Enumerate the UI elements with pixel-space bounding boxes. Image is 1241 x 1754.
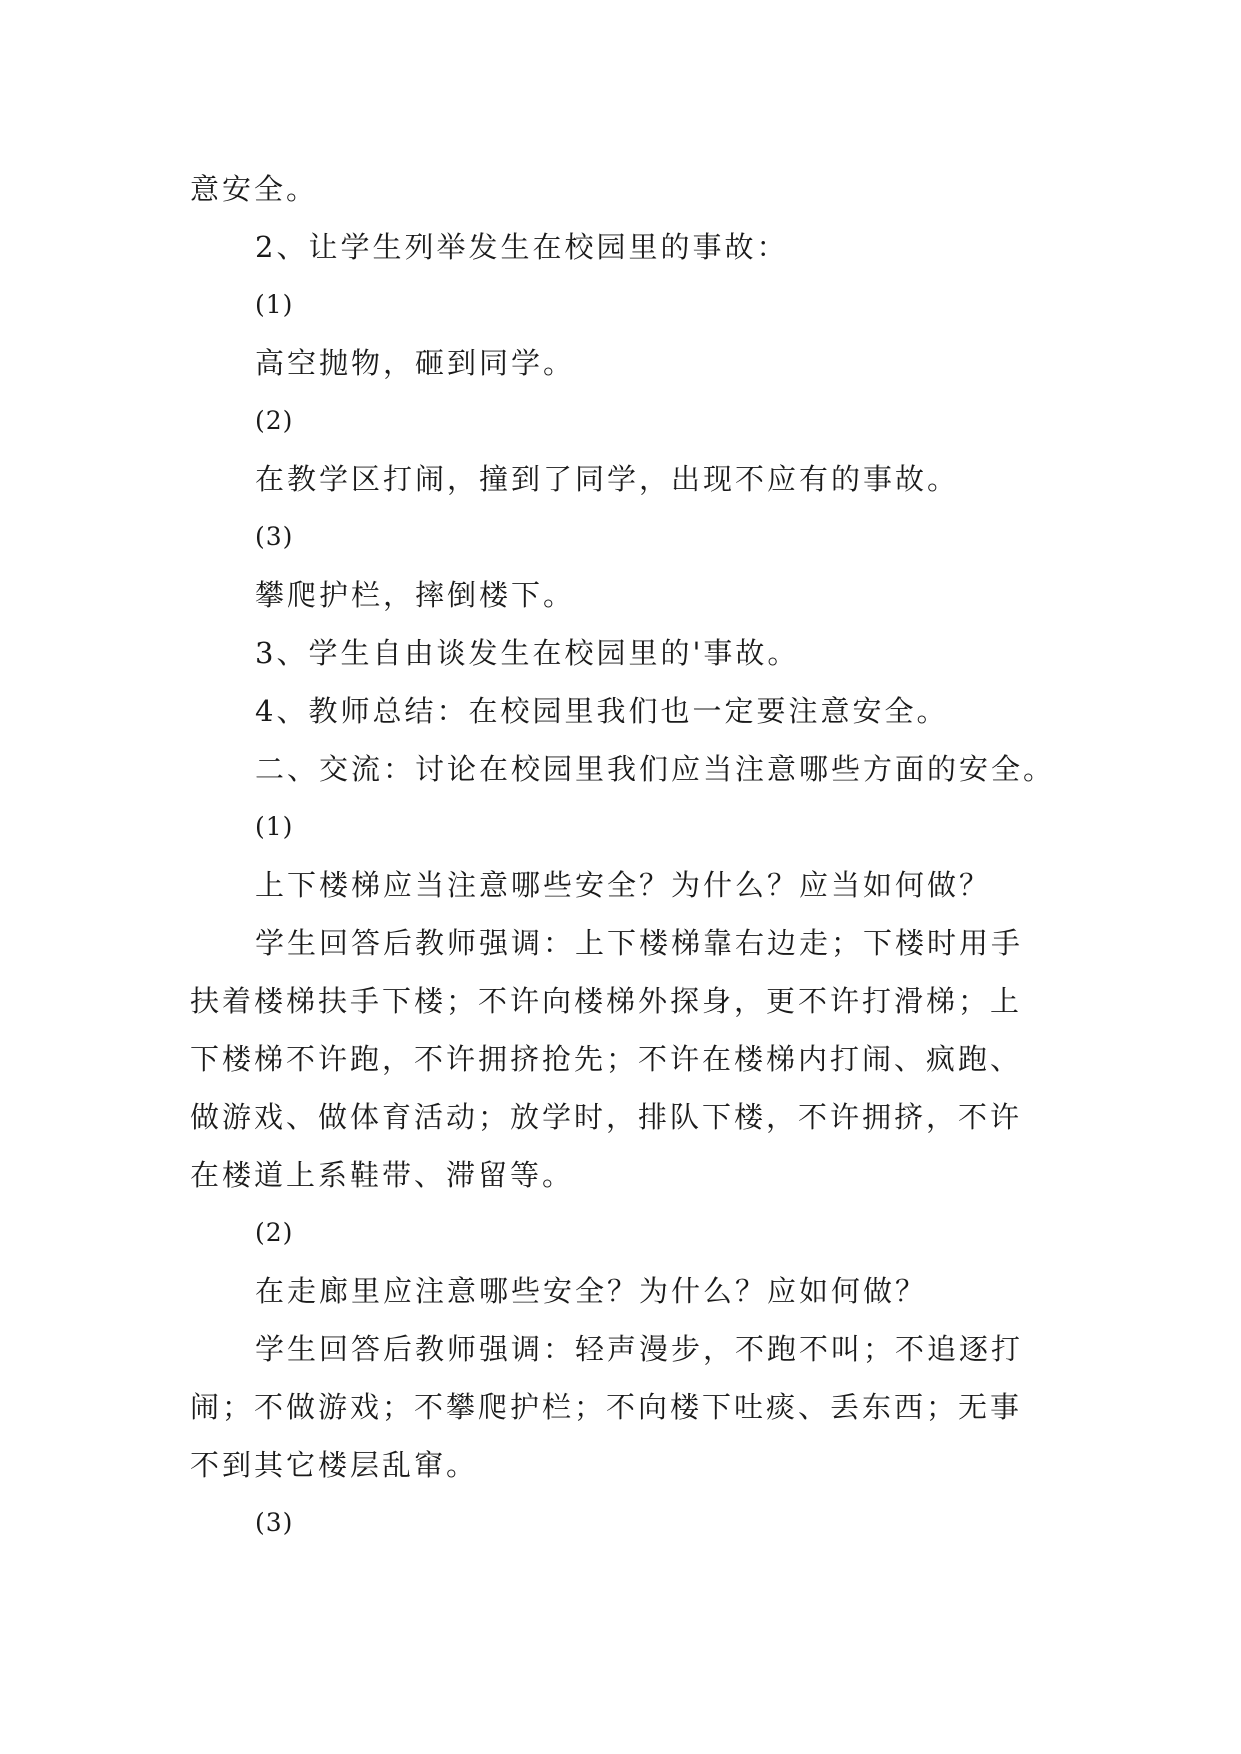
paragraph-line: 在走廊里应注意哪些安全？为什么？应如何做？ [255, 1274, 928, 1308]
list-marker: (1) [255, 812, 294, 841]
paragraph-line: 下楼梯不许跑，不许拥挤抢先；不许在楼梯内打闹、疯跑、 [190, 1042, 1023, 1076]
paragraph-line: 不到其它楼层乱窜。 [190, 1448, 479, 1482]
document-body [190, 160, 1070, 1552]
paragraph-line: 做游戏、做体育活动；放学时，排队下楼，不许拥挤，不许 [190, 1100, 1023, 1134]
paragraph-line: 攀爬护栏，摔倒楼下。 [255, 578, 576, 612]
paragraph-line: 高空抛物，砸到同学。 [255, 346, 576, 380]
list-marker: (2) [255, 1218, 294, 1247]
section-heading: 二、交流：讨论在校园里我们应当注意哪些方面的安全。 [255, 752, 1056, 786]
list-marker: (1) [255, 290, 294, 319]
paragraph-line: 扶着楼梯扶手下楼；不许向楼梯外探身，更不许打滑梯；上 [190, 984, 1023, 1018]
paragraph-line: 上下楼梯应当注意哪些安全？为什么？应当如何做？ [255, 868, 992, 902]
paragraph-line: 2、让学生列举发生在校园里的事故： [255, 230, 789, 264]
paragraph-line: 闹；不做游戏；不攀爬护栏；不向楼下吐痰、丢东西；无事 [190, 1390, 1023, 1424]
paragraph-line: 4、教师总结：在校园里我们也一定要注意安全。 [255, 694, 949, 728]
paragraph-line: 学生回答后教师强调：轻声漫步，不跑不叫；不追逐打 [255, 1332, 1024, 1366]
list-marker: (3) [255, 1508, 294, 1537]
paragraph-line: 在教学区打闹，撞到了同学，出现不应有的事故。 [255, 462, 960, 496]
paragraph-line: 3、学生自由谈发生在校园里的'事故。 [255, 636, 800, 670]
paragraph-line: 意安全。 [190, 172, 319, 206]
list-marker: (2) [255, 406, 294, 435]
paragraph-line: 在楼道上系鞋带、滞留等。 [190, 1158, 575, 1192]
paragraph-line: 学生回答后教师强调：上下楼梯靠右边走；下楼时用手 [255, 926, 1024, 960]
list-marker: (3) [255, 522, 294, 551]
